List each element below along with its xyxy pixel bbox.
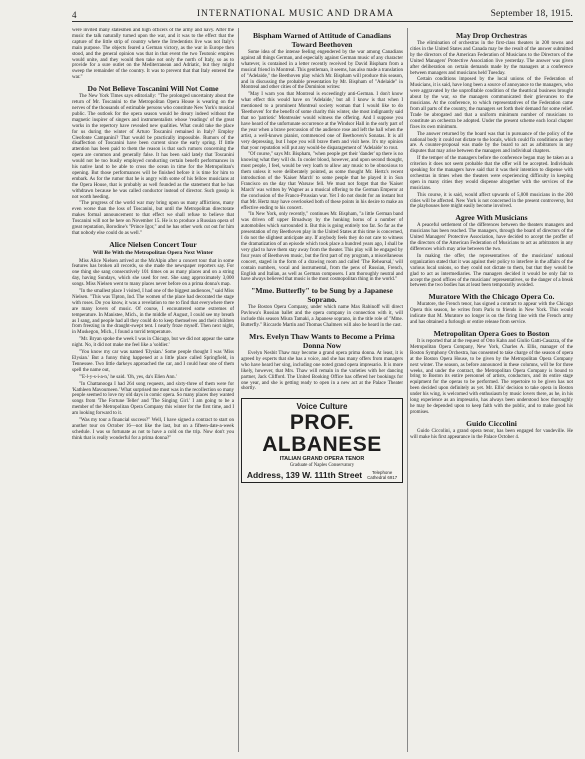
headline-nielsen: Alice Nielsen Concert Tour — [109, 239, 197, 249]
article-text: "Mr. Bryan spoke the week I was in Chicago, but we did not appear the same night. No, it did not make me feel like a 'soldier.' — [72, 337, 234, 349]
headline-bispham: Bispham Warned of Attitude of Canadians Toward Beethoven — [252, 31, 392, 49]
article-text: "May I warn you that Montreal is exceedingly anti-German. I don't know what effect this would have on 'Adelaide,' but all I know is that when I mentioned to a prominent Montreal society woman that I would like to do 'Beethoven' for the benefit of some charity this winter, she most indignantly said that no 'patriotic' Montrealer would witness the offering. And I suppose you have heard of the unfortunate occurrence at the Windsor Hall in the early part of the year when a brave percussion of the audience rose and left the hall when the artist, a well-known pianist, commenced one of Beethoven's Sonatas. It is all very depressing, but I hope you will brave them and visit here. It's my opinion that your reputation will put any would-be disparagement of 'Adelaide' to rout. — [241, 92, 403, 151]
column-left — [72, 28, 234, 752]
column-middle — [241, 28, 403, 752]
article-text: Miss Alice Nielsen arrived at the McAlpin after a concert tour that in some features has broken all records, so she made the newspaper reporters say. For one thing she sang consecutively 101 times on as many places and on a string day, having Sundays, which she used for rest. She sang approximately 3,000 songs. Miss Nielsen went to many places never before on a prima donna's map. — [72, 258, 234, 288]
article-text: "In Chattanooga I had 264 song requests, and sixty-three of them were for 'Kathleen Mavourneen.' What surprised me most was in the recollection so many people seemed to love my old days in comic opera. So many places they wanted songs from 'The Fortune Teller' and 'The Singing Girl.' I am going to be a member of the Metropolitan Opera Company this winter for the first time, and I am looking forward to it. — [72, 381, 234, 417]
subheadline-nielsen: Will Be With the Metropolitan Opera Next Winter — [92, 249, 214, 256]
article-text: A peaceful settlement of the differences between the theaters managers and musicians has been reached. The managers, through the board of directors of the United Managers' Protective Association, have decided to accept the proffer of the directors of the American Federation of Musicians to act as arbitrators in any differences which may arise between the two. — [410, 223, 573, 252]
article-text: The answer returned by the board was that in pursuance of the policy of the national body it could not dictate to the locals, which could fix conditions as they are. A counter-proposal was made by the board to act as arbitrators in any disputes that may arise between the managers and individual chapters. — [410, 131, 573, 155]
article-text: "Was my tour a financial success?" Well, I have signed a contract to start on another tour on October 16—not like the last, but on a fifteen-date-a-week schedule. I was so fortunate as not to have a cold on the trip. Now don't you think that is really wonderful for a prima donna?" — [72, 418, 234, 441]
headline-ciccolini: Guido Ciccolini — [466, 418, 517, 428]
article-text: Muratore, the French tenor, has signed a contract to appear with the Chicago Opera this season, he writes from Paris to friends in New York. This would indicate that M. Muratore no longer is on the firing line with the French army and has obtained a furlough or entire release from service. — [410, 302, 573, 326]
article-text: "In New York, only recently," continues Mr. Bispham, "a little German band was driven off upper Broadway by the honking horns of a number of automobiles which surrounded it. But this is going entirely too far. So far as the presentation of my Beethoven play in the United States at this time is concerned, I do not the slightest anticipate any. If anybody feels they do not care to witness the dramatization of an episode which took place a hundred years ago, I shall be very glad to have them stay away from the theater. This play will be engaged by four years of Beethoven music, but the first part of my program, a miscellaneous concert, staged in the form of a drawing room and called 'The Rehearsal,' will contain numbers, vocal and instrumental, from the pens of Russian, French, English and Italian, as well as German composers. I am thoroughly neutral and have always believed that music is the most cosmopolitan thing in the world." — [241, 212, 403, 283]
article-text: "The progress of the world war may bring upon us many afflictions, many even worse than the loss of Toscanini, but until the Metropolitan directorate makes formal announcement to that effect we shall refuse to believe that Toscanini will not be here on November 15. He is to produce a Russian opera of great reputation, Borodine's "Prince Igor," and he has other work cut out for him that nobody else could do as well." — [72, 201, 234, 236]
headline-toscanini: Do Not Believe Toscanini Will Not Come — [87, 84, 219, 94]
ad-name: PROF. ALBANESE — [262, 411, 382, 457]
page-header — [10, 8, 581, 20]
article-text: Evelyn Nesbit Thaw may become a grand opera prima donna. At least, it is agreed by experts that she has a voice, and she has many offers from managers who have heard her sing, including one noted grand opera impresario. It is more likely, however, that Mrs. Thaw will remain in the varieties with her dancing partner, Jack Clifford. The United Booking Office has offered her bookings for one year, and she is getting ready to open in a new act at the Palace Theater shortly. — [241, 350, 403, 392]
article-text: If the temper of the managers before the conference began may be taken as a criterion it does not seem probable that the offer will be accepted. Individuals speaking for the managers have said that it was their intention to dispense with orchestras in times when the theaters were experiencing difficulty in keeping open in many cities they would dispense altogether with the services of the musicians. — [410, 156, 573, 191]
journal-title: INTERNATIONAL MUSIC AND DRAMA — [196, 9, 395, 19]
article-text: Certain conditions imposed by the local unions of the Federation of Musicians, it is said, have long been a source of annoyance to the managers, who were aggravated by the unprofitable condition of the theatrical business brought about by the war, so the managers communicated their grievances to the musicians. At the conference, to which representatives of the Federation came from all parts of the country, the managers set forth their demand for some relief. Trade be abrogated and that a uniform minimum number of musicians to constitute an orchestra be adopted. Under the present scheme each local chapter fixes its own minimum. — [410, 77, 573, 130]
headline-metropolitan-boston: Metropolitan Opera Goes to Boston — [433, 328, 550, 338]
headline-thaw: Mrs. Evelyn Thaw Wants to Become a Prima Donna Now — [249, 331, 395, 350]
albanese-advertisement — [241, 398, 403, 483]
ad-address-row — [244, 470, 400, 480]
column-right — [410, 28, 573, 752]
headline-agree-musicians: Agree With Musicians — [455, 213, 528, 223]
ad-address: Address, 139 W. 111th Street — [246, 470, 363, 481]
header-rule — [72, 21, 573, 22]
article-text: Some idea of the intense feeling engendered by the war among Canadians against all things German, and especially against German music of any character whatever, is contained in a letter recently received by David Bispham from a musical friend in Montreal. This gentleman, it seems, has also made a translation of "Adelaide," the Beethoven play which Mr. Bispham will produce this season, and in discussing the probable presentation by Mr. Bispham of "Adelaide" in Montreal and other cities of the Dominion writes: — [241, 50, 403, 91]
column-divider — [238, 28, 239, 752]
article-text: In making the offer, the representatives of the musicians' national organization stated that it was against their policy to interfere in the affairs of the various local unions, so they could not dictate to them, but that they would be glad to act as intermediaries. The managers decided it would be only fair to accept the good offices of the musicians' representatives, so the danger of a break between the two bodies has at least been temporarily avoided. — [410, 253, 573, 289]
article-text: It is reported that at the request of Otto Kahn and Giulio Gatti-Casazza, of the Metropolitan Opera Company, New York, Charles A. Ellis, manager of the Boston Symphony Orchestra, has consented to take charge of the season of opera at the Boston Opera House, to be given by the Metropolitan Opera Company next winter. The season, as before announced in these columns, will be for three weeks, and under the contract, the Metropolitan Opera Company is bound to bring to Boston its entire personnel of artists, conductors, and its entire stage equipment for the operas to be performed. The repertoire to be given has not been decided upon definitely as yet. Mr. Ellis' decision to take opera in Boston under his wing, is welcomed with enthusiasm by music lovers there, as he, in his long experience as an impresario, has always been understood how thoroughly he may be depended upon to keep faith with the public, and to make good his promises. — [410, 338, 573, 415]
article-text: "In the smallest place I visited, I had one of the biggest audiences," said Miss Nielsen. "This was Tipton, Ind. The women of the place had decorated the stage with roses. Do you know, it was a revelation to me to find that everywhere there are many lovers of music. Of course, I encountered some extremes of temperature. In Manistee, Mich., in the middle of August, I could see my breath as I sang, and people had all they could do to keep themselves and their children from freezing in the draught-swept tent. I nearly froze myself. Then next night, in Muskegon, Mich., I found a torrid temperature. — [72, 289, 234, 336]
article-text: "Of course," says Mr. Bispham, "when people get their 'dander' up there is no knowing what they will do. In cooler blood, however, and upon second thought, most people, I feel, would be very loath to allow any music to be obnoxious to them unless it were deliberately pointed, as some thought Mr. Hertz's recent introduction of the 'Kaiser March' to some people that he played it in Sun Francisco on the day that Warsaw fell. We must not forget that the 'Kaiser March' was written by Wagner as a musical offering to the German Emperor at the conclusion of the Franco-Prussian war. Yet I do not doubt for an instant but that Mr. Hertz may have overlooked both of these points in his desire to make an effective ending to his concert. — [241, 152, 403, 211]
ad-telephone: Telephone Cathedral 6917 — [367, 470, 398, 481]
ad-graduate: Graduate of Naples Conservatory — [289, 463, 355, 469]
headline-muratore: Muratore With the Chicago Opera Co. — [428, 292, 555, 302]
headline-drop-orchestras: May Drop Orchestras — [455, 31, 527, 40]
article-text: The New York Times says editorially: "The prolonged uncertainty about the return of Mr. Toscanini to the Metropolitan Opera House is wearing on the nerves of the thousands of estimable persons who constitute New York's musical public. The outlook for the opera season would be dreary indeed without the magnetic inspirer of singers and instrumentalists whose 'readings' of the great works in the repertory have revealed new qualities. What could take the place for us during the winter of Arturo Toscanini remained in Italy? Employ Cleofonte Campanini? That would be practically impossible. Rumors of the disaffection of Toscanini have been current since the early spring. If little attention has been paid to them the reason is that such rumors concerning the opera are common and generally false. It has been said lately that Toscanini would not be too busily employed conducting certain benefit performances in his native land to be able to cross the ocean in time for the Metropolitan's opening. But those performances will be finished before it is time for him to embark. As for the rumor that he is angry with some of his fellow musicians at the Opera House, that is probably as well founded as the statement that he has withdrawn because he was called conductor instead of director. Such gossip is not worth heeding. — [72, 94, 234, 200]
article-text: were invited many statesmen and high officers of the army and navy. After the music the talk naturally turned upon the war, and it was to the effect that the capture of the little strip of country where the Irredentists live was not Italy's main purpose. The objects feared a German victory, as the war in Europe then stood, and the general opinion was that in that event the two Teutonic empires would unite, and they would then take not only the north of Italy, so as to provide for a sure outlet on the Mediterranean and Adriatic, but they might sweep the remainder of the country. It was to prevent that that Italy entered the war." — [72, 28, 234, 81]
ad-voice-culture: Voice Culture — [296, 402, 348, 412]
issue-date: September 18, 1915. — [490, 9, 573, 19]
article-text: The elimination of orchestras in the first-class theaters in 200 towns and cities in the United States and Canada may be the result of the answer submitted by the directors of the American Federation of Musicians to the Directors of the United Managers' Protective Association live yesterday. The answer was given after deliberation on certain demands made by the managers at a conference between managers and musicians held Tuesday. — [410, 41, 573, 76]
ad-title: ITALIAN GRAND OPERA TENOR — [279, 456, 365, 463]
headline-butterfly: "Mme. Butterfly" to be Sung by a Japanese Soprano. — [251, 286, 393, 305]
article-text: Guido Ciccolini, a grand opera tenor, has been engaged for vaudeville. He will make his first appearance in the Palace October 4. — [410, 428, 573, 440]
page-number: 4 — [72, 10, 77, 20]
article-text: This course, it is said, would affect upwards of 5,000 musicians in the 200 cities will be affected. New York is not concerned in the present controversy, but the playhouses here might easily become involved. — [410, 192, 573, 210]
newspaper-page — [10, 8, 581, 756]
column-divider — [407, 28, 408, 752]
article-text: The Boston Opera Company, under which name Max Rabinoff will direct Pavlowa's Russian ballet and the opera company in connection with it, will include this season Miura Tamaki, a Japanese soprano, in the title role of "Mme. Butterfly." Riccardo Martin and Thomas Chalmers will also be heard in the cast. — [241, 305, 403, 329]
article-text: "You know my car was named 'Elysian.' Some people thought I was 'Miss Elysian.' But a funny thing happened at a little place called Springfield, in Tennessee. Two little darkeys approached the car, and I could hear one of them spell the name out, — [72, 350, 234, 373]
article-text: "'E-l-y-s-i-a-n,' he said. 'Oh, yes, da's Elien Ann.' — [79, 374, 177, 380]
